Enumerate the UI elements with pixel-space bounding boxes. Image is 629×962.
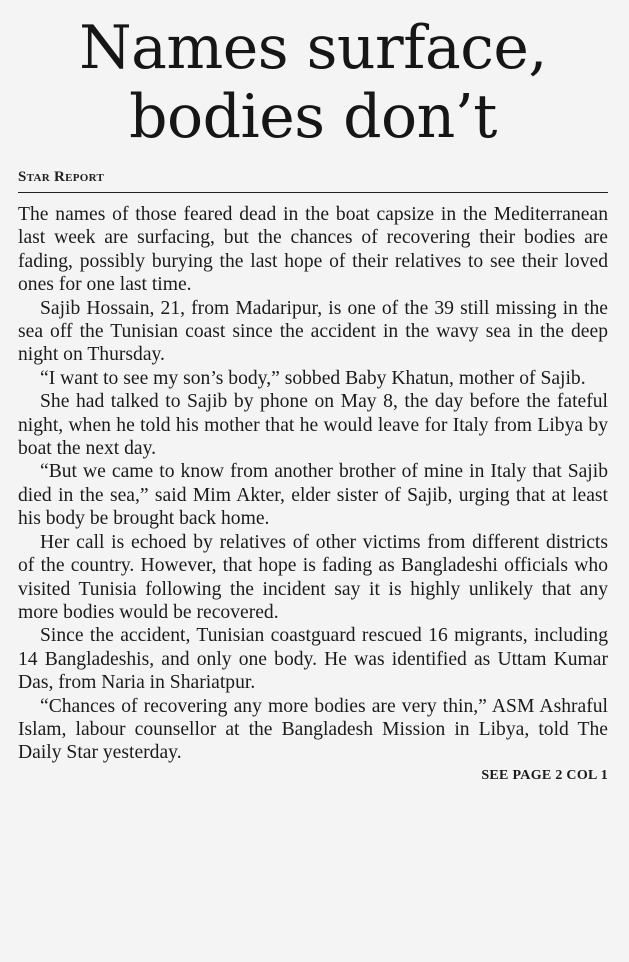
byline-divider — [18, 192, 608, 193]
paragraph: “But we came to know from another brother of mine in Italy that Sajib died in the sea,” said Mim Akter, elder sister of Sajib, urging that at least his body be brought back home. — [18, 461, 608, 530]
paragraph: The names of those feared dead in the boat capsize in the Mediterranean last week are surfacing, but the chances of recovering their bodies are fading, possibly burying the last hope of their relatives to see their loved ones for one last time. — [18, 204, 608, 296]
paragraph: Since the accident, Tunisian coastguard rescued 16 migrants, including 14 Bangladeshis, and only one body. He was identified as Uttam Kumar Das, from Naria in Shariatpur. — [18, 625, 608, 694]
paragraph: Sajib Hossain, 21, from Madaripur, is one of the 39 still missing in the sea off the Tunisian coast since the accident in the wavy sea in the deep night on Thursday. — [18, 297, 608, 366]
paragraph: “Chances of recovering any more bodies are very thin,” ASM Ashraful Islam, labour counsellor at the Bangladesh Mission in Libya, told The Daily Star yesterday. — [18, 695, 608, 764]
continuation-note: SEE PAGE 2 COL 1 — [481, 767, 608, 783]
paragraph: “I want to see my son’s body,” sobbed Baby Khatun, mother of Sajib. — [40, 367, 586, 389]
headline — [18, 0, 608, 152]
byline: Star Report — [18, 169, 105, 185]
headline-line-2: bodies don’t — [129, 82, 497, 152]
article-body — [18, 203, 608, 765]
paragraph: She had talked to Sajib by phone on May 8, the day before the fateful night, when he told his mother that he would leave for Italy from Libya by boat the next day. — [18, 391, 608, 460]
headline-line-1: Names surface, — [79, 13, 547, 83]
paragraph: Her call is echoed by relatives of other victims from different districts of the country. However, that hope is fading as Bangladeshi officials who visited Tunisia following the incident say it is highly unlikely that any more bodies would be recovered. — [18, 531, 608, 623]
